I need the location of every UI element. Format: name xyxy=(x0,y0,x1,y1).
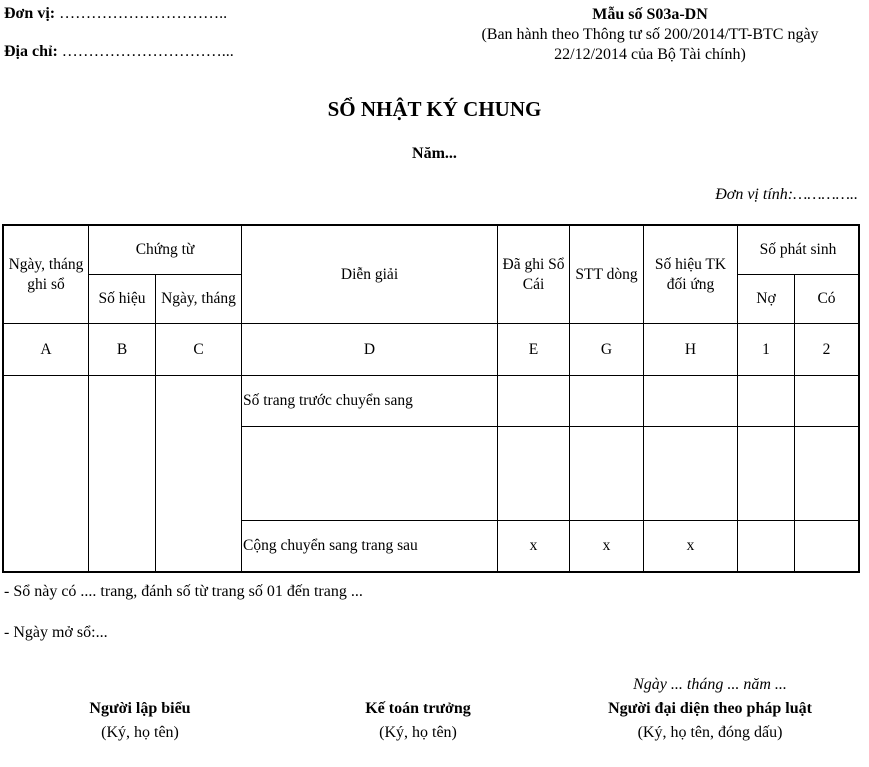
debit-cell[interactable] xyxy=(738,427,795,521)
debit-cell[interactable] xyxy=(738,376,795,427)
contra-account-cell[interactable]: x xyxy=(644,521,738,572)
column-code: A xyxy=(4,324,89,376)
column-code: D xyxy=(242,324,498,376)
line-no-cell[interactable]: x xyxy=(570,521,644,572)
column-code: 1 xyxy=(738,324,795,376)
voucher-number-cell[interactable] xyxy=(89,376,156,572)
form-issued-line2: 22/12/2014 của Bộ Tài chính) xyxy=(554,46,746,63)
signature-date-line: Ngày ... tháng ... năm ... xyxy=(633,676,787,693)
form-issued-line1: (Ban hành theo Thông tư số 200/2014/TT-BTC ngày xyxy=(481,26,819,43)
posted-cell[interactable] xyxy=(498,376,570,427)
form-reference xyxy=(455,5,845,65)
header-amount: Số phát sinh xyxy=(738,226,859,275)
header-contra-account: Số hiệu TK đối ứng xyxy=(644,226,738,324)
legal-rep-title: Người đại diện theo pháp luật xyxy=(608,700,812,717)
date-recorded-cell[interactable] xyxy=(4,376,89,572)
credit-cell[interactable] xyxy=(795,521,859,572)
header-date-recorded: Ngày, tháng ghi sổ xyxy=(4,226,89,324)
column-code: E xyxy=(498,324,570,376)
contra-account-cell[interactable] xyxy=(644,427,738,521)
address-value: …………………………... xyxy=(61,43,234,60)
posted-cell[interactable]: x xyxy=(498,521,570,572)
table-row xyxy=(4,376,859,427)
year-label: Năm... xyxy=(412,145,457,162)
unit-label: Đơn vị: xyxy=(4,5,56,22)
chief-accountant-signature xyxy=(318,697,518,745)
header-line-no: STT dòng xyxy=(570,226,644,324)
form-number: Mẫu số S03a-DN xyxy=(592,6,708,23)
column-code: G xyxy=(570,324,644,376)
chief-accountant-title: Kế toán trưởng xyxy=(365,700,471,717)
contra-account-cell[interactable] xyxy=(644,376,738,427)
voucher-date-cell[interactable] xyxy=(156,376,242,572)
debit-cell[interactable] xyxy=(738,521,795,572)
currency-unit: Đơn vị tính:………….. xyxy=(715,186,858,203)
credit-cell[interactable] xyxy=(795,376,859,427)
posted-cell[interactable] xyxy=(498,427,570,521)
page-title: SỔ NHẬT KÝ CHUNG xyxy=(327,97,542,121)
column-code: B xyxy=(89,324,156,376)
column-code: 2 xyxy=(795,324,859,376)
line-no-cell[interactable] xyxy=(570,427,644,521)
column-code-row xyxy=(4,324,859,376)
header-credit: Có xyxy=(795,275,859,324)
preparer-title: Người lập biểu xyxy=(89,700,191,717)
header-description: Diễn giải xyxy=(242,226,498,324)
column-code: C xyxy=(156,324,242,376)
line-no-cell[interactable] xyxy=(570,376,644,427)
page-count-note: - Sổ này có .... trang, đánh số từ trang số 01 đến trang ... xyxy=(4,583,363,600)
description-cell[interactable]: Số trang trước chuyển sang xyxy=(242,376,498,427)
address-field xyxy=(4,43,234,61)
unit-field xyxy=(4,5,227,23)
description-cell[interactable]: Cộng chuyển sang trang sau xyxy=(242,521,498,572)
header-posted-to-ledger: Đã ghi Sổ Cái xyxy=(498,226,570,324)
open-date-note: - Ngày mở sổ:... xyxy=(4,624,108,641)
header-voucher-date: Ngày, tháng xyxy=(156,275,242,324)
legal-rep-signature xyxy=(560,673,860,745)
chief-accountant-note: (Ký, họ tên) xyxy=(379,724,457,741)
preparer-signature xyxy=(40,697,240,745)
journal-table xyxy=(3,225,859,572)
preparer-note: (Ký, họ tên) xyxy=(101,724,179,741)
description-cell[interactable] xyxy=(242,427,498,521)
header-debit: Nợ xyxy=(738,275,795,324)
header-voucher: Chứng từ xyxy=(89,226,242,275)
column-code: H xyxy=(644,324,738,376)
address-label: Địa chỉ: xyxy=(4,43,58,60)
legal-rep-note: (Ký, họ tên, đóng dấu) xyxy=(637,724,783,741)
credit-cell[interactable] xyxy=(795,427,859,521)
header-voucher-number: Số hiệu xyxy=(89,275,156,324)
unit-value: ………………………….. xyxy=(59,5,228,22)
